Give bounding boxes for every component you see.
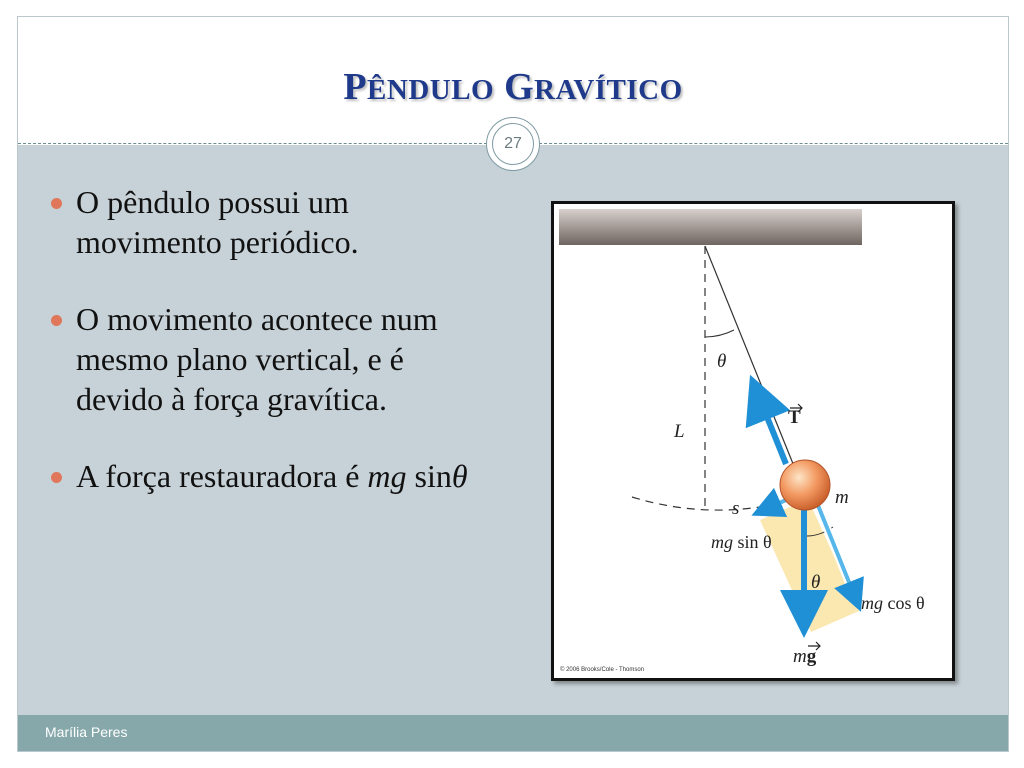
theta-arc-top	[705, 330, 734, 337]
bullet-text-mg: mg	[367, 458, 407, 494]
length-label: L	[674, 421, 685, 442]
bullet-dot-icon	[51, 198, 62, 209]
slide	[17, 16, 1009, 752]
page-number-badge	[486, 117, 540, 171]
title-cap-1: P	[343, 66, 368, 108]
pendulum-diagram	[554, 204, 952, 678]
bullet-item	[48, 182, 488, 262]
pendulum-figure	[551, 201, 955, 681]
footer-bar	[18, 715, 1008, 751]
bullet-text: O pêndulo possui um movimento periódico.	[76, 184, 359, 260]
bullet-item	[48, 299, 488, 419]
weight-label-g: g	[806, 646, 817, 667]
bullet-item	[48, 456, 488, 496]
theta-top-label: θ	[717, 351, 727, 372]
arc-label: s	[732, 498, 740, 519]
bullet-dot-icon	[51, 315, 62, 326]
bullet-text-sin: sin	[406, 458, 452, 494]
bullet-list	[48, 182, 488, 533]
theta-bottom-label: θ	[811, 572, 821, 593]
mg-cos-label-mg: mg	[861, 593, 883, 613]
ceiling-support	[559, 209, 862, 245]
mg-cos-label	[861, 593, 925, 613]
slide-title	[18, 65, 1008, 109]
mg-cos-label-rest: cos θ	[883, 593, 925, 613]
footer-author: Marília Peres	[45, 724, 128, 740]
mass-label: m	[835, 487, 849, 508]
mg-sin-arrow	[766, 500, 786, 509]
copyright-text: © 2006 Brooks/Cole - Thomson	[560, 667, 645, 673]
pendulum-bob	[780, 460, 830, 510]
title-rest-1: ÊNDULO	[367, 74, 495, 106]
bullet-text-prefix: A força restauradora é	[76, 458, 368, 494]
bullet-dot-icon	[51, 472, 62, 483]
mg-sin-label	[711, 532, 772, 552]
title-rest-2: RAVÍTICO	[534, 74, 683, 106]
page-number: 27	[492, 123, 534, 165]
title-cap-2: G	[504, 66, 535, 108]
mg-sin-label-mg: mg	[711, 532, 733, 552]
weight-label-m: m	[793, 646, 807, 667]
weight-label	[793, 646, 817, 667]
bullet-text: O movimento acontece num mesmo plano vertical, e é devido à força gravítica.	[76, 301, 438, 417]
tension-arrow	[759, 397, 786, 464]
tension-label: T	[788, 407, 801, 428]
mg-sin-label-rest: sin θ	[733, 532, 772, 552]
bullet-text-theta: θ	[451, 458, 468, 494]
